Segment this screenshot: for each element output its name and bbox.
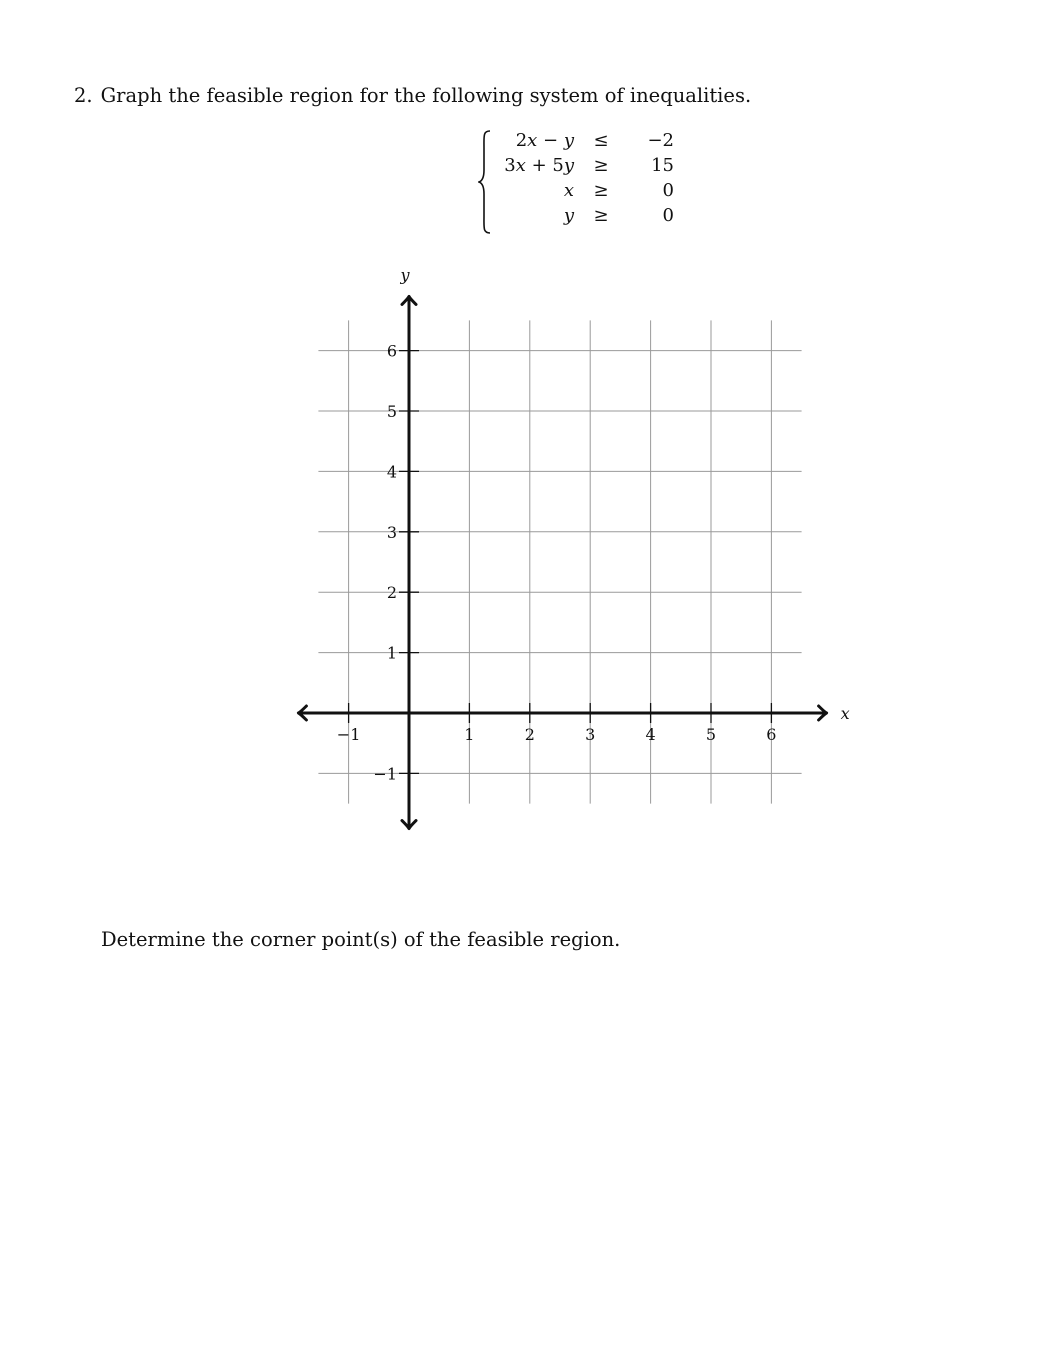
x-tick-label: 6	[766, 725, 777, 744]
problem-statement	[74, 84, 751, 107]
y-tick-label: 4	[386, 462, 397, 482]
x-tick-label: 4	[645, 725, 656, 744]
inequality-row	[492, 180, 672, 204]
y-tick-label: 3	[386, 522, 397, 542]
inequality-lhs: 2x − y	[515, 130, 574, 151]
inequality-row	[492, 130, 672, 154]
y-tick-label: 5	[386, 402, 397, 421]
x-tick-label: 2	[524, 725, 535, 744]
inequality-row	[492, 155, 672, 179]
y-tick-label: −1	[373, 764, 397, 784]
coordinate-grid	[280, 255, 880, 855]
inequality-relation: ≥	[593, 155, 609, 176]
x-axis-label: x	[840, 704, 850, 723]
y-tick-label: 2	[386, 583, 397, 603]
problem-text: Graph the feasible region for the following system of inequalities.	[100, 84, 752, 107]
inequality-lhs: x	[563, 180, 574, 201]
inequality-rhs: 0	[662, 205, 674, 226]
inequality-lhs: y	[563, 205, 574, 226]
y-tick-label: 1	[386, 643, 397, 663]
inequality-row	[492, 205, 672, 229]
x-tick-label: 5	[705, 725, 717, 744]
problem-number: 2.	[74, 84, 93, 107]
x-tick-label: −1	[336, 725, 361, 744]
inequality-rhs: −2	[647, 130, 674, 151]
inequality-lhs: 3x + 5y	[504, 155, 574, 176]
prompt-text: Determine the corner point(s) of the feasible region.	[101, 928, 621, 951]
x-tick-label: 1	[464, 725, 475, 744]
x-tick-label: 3	[585, 725, 596, 744]
inequality-rhs: 0	[662, 180, 674, 201]
inequality-rhs: 15	[651, 155, 674, 176]
inequality-relation: ≥	[593, 180, 609, 201]
inequality-relation: ≤	[593, 130, 609, 151]
y-axis-label: y	[400, 265, 410, 285]
inequality-system	[478, 128, 678, 236]
y-tick-label: 6	[386, 341, 397, 361]
inequality-relation: ≥	[593, 205, 609, 226]
